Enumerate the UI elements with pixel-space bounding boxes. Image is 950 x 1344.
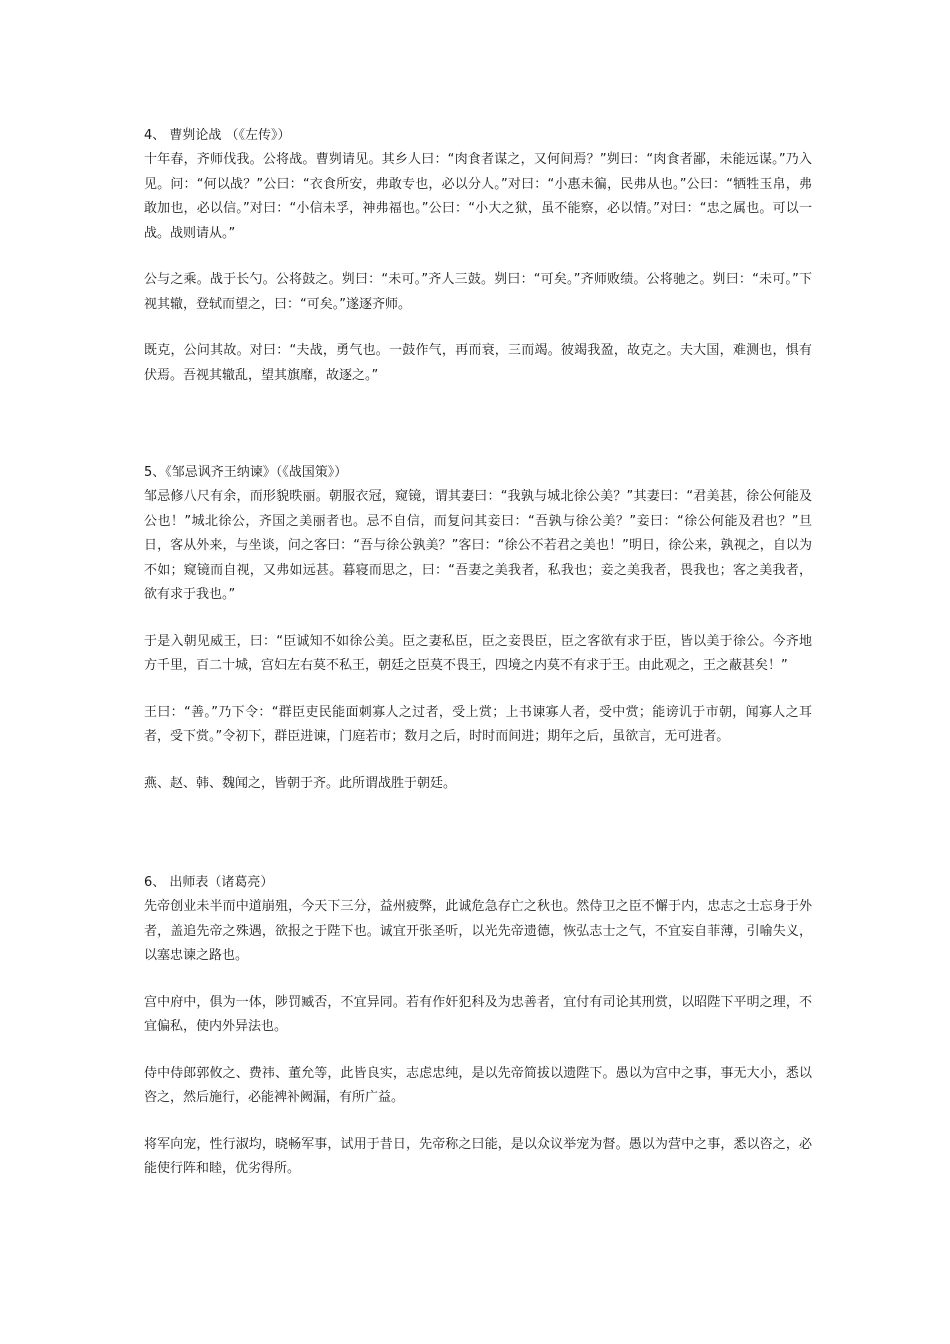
section-zou-ji xyxy=(144,461,812,796)
paragraph: 王曰：“善。”乃下令：“群臣吏民能面刺寡人之过者，受上赏；上书谏寡人者，受中赏；能谤讥于市朝，闻寡人之耳者，受下赏。”令初下，群臣进谏，门庭若市；数月之后，时时而间进；期年之后，虽欲言，无可进者。 xyxy=(144,704,812,744)
section-heading: 4、 曹刿论战 （《左传》） xyxy=(144,128,291,143)
paragraph: 邹忌修八尺有余，而形貌昳丽。朝服衣冠，窥镜，谓其妻曰：“我孰与城北徐公美？”其妻曰：“君美甚，徐公何能及公也！”城北徐公，齐国之美丽者也。忌不自信，而复问其妾曰：“吾孰与徐公美？”妾曰：“徐公何能及君也？”旦日，客从外来，与坐谈，问之客曰：“吾与徐公孰美？”客曰：“徐公不若君之美也！”明日，徐公来，孰视之，自以为不如；窥镜而自视，又弗如远甚。暮寝而思之，曰：“吾妻之美我者，私我也；妾之美我者，畏我也；客之美我者，欲有求于我也。” xyxy=(144,489,812,602)
document-page xyxy=(144,124,812,1182)
section-cao-gui xyxy=(144,124,812,388)
paragraph: 先帝创业未半而中道崩殂，今天下三分，益州疲弊，此诚危急存亡之秋也。然侍卫之臣不懈于内，忠志之士忘身于外者，盖追先帝之殊遇，欲报之于陛下也。诚宜开张圣听，以光先帝遗德，恢弘志士之气，不宜妄自菲薄，引喻失义，以塞忠谏之路也。 xyxy=(144,899,812,963)
paragraph: 侍中侍郎郭攸之、费祎、董允等，此皆良实，志虑忠纯，是以先帝简拔以遗陛下。愚以为宫中之事，事无大小，悉以咨之，然后施行，必能裨补阙漏，有所广益。 xyxy=(144,1065,812,1105)
paragraph: 燕、赵、韩、魏闻之，皆朝于齐。此所谓战胜于朝廷。 xyxy=(144,775,457,791)
paragraph: 将军向宠，性行淑均，晓畅军事，试用于昔日，先帝称之曰能，是以众议举宠为督。愚以为营中之事，悉以咨之，必能使行阵和睦，优劣得所。 xyxy=(144,1136,812,1176)
paragraph: 于是入朝见威王，曰：“臣诚知不如徐公美。臣之妻私臣，臣之妾畏臣，臣之客欲有求于臣，皆以美于徐公。今齐地方千里，百二十城，宫妇左右莫不私王，朝廷之臣莫不畏王，四境之内莫不有求于王。由此观之，王之蔽甚矣！” xyxy=(144,633,812,673)
section-heading: 6、 出师表（诸葛亮） xyxy=(144,875,274,890)
paragraph: 既克，公问其故。对曰：“夫战，勇气也。一鼓作气，再而衰，三而竭。彼竭我盈，故克之。夫大国，难测也，惧有伏焉。吾视其辙乱，望其旗靡，故逐之。” xyxy=(144,343,812,383)
paragraph: 公与之乘。战于长勺。公将鼓之。刿曰：“未可。”齐人三鼓。刿曰：“可矣。”齐师败绩。公将驰之。刿曰：“未可。”下视其辙，登轼而望之，曰：“可矣。”遂逐齐师。 xyxy=(144,272,812,312)
paragraph: 十年春，齐师伐我。公将战。曹刿请见。其乡人曰：“肉食者谋之，又何间焉？”刿曰：“肉食者鄙，未能远谋。”乃入见。问：“何以战？”公曰：“衣食所安，弗敢专也，必以分人。”对曰：“小惠未徧，民弗从也。”公曰：“牺牲玉帛，弗敢加也，必以信。”对曰：“小信未孚，神弗福也。”公曰：“小大之狱，虽不能察，必以情。”对曰：“忠之属也。可以一战。战则请从。” xyxy=(144,152,812,241)
section-chu-shi-biao xyxy=(144,871,812,1182)
paragraph: 宫中府中，俱为一体，陟罚臧否，不宜异同。若有作奸犯科及为忠善者，宜付有司论其刑赏，以昭陛下平明之理，不宜偏私，使内外异法也。 xyxy=(144,994,812,1034)
section-heading: 5、《邹忌讽齐王纳谏》（《战国策》） xyxy=(144,465,348,480)
